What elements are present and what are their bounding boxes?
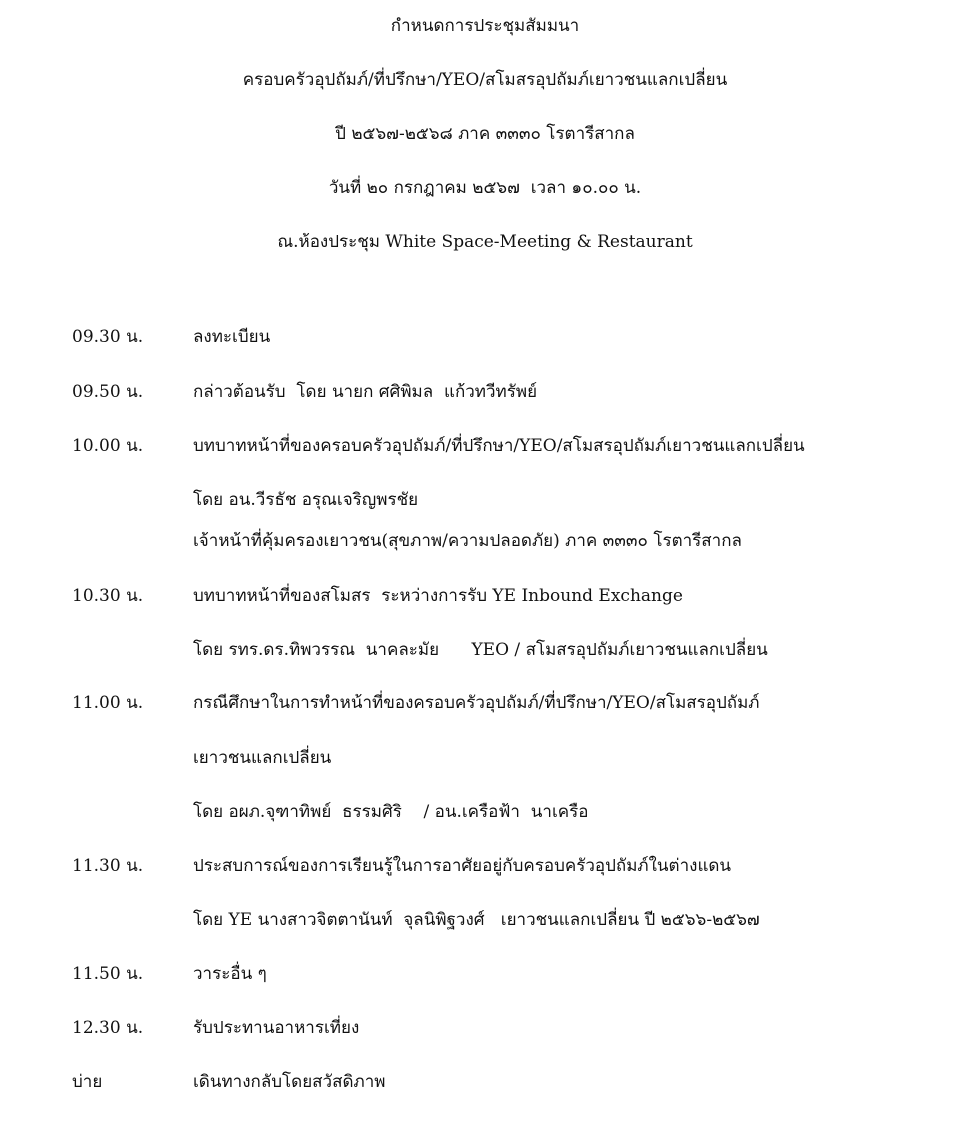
agenda-item-text: บทบาทหน้าที่ของสโมสร ระหว่างการรับ YE Inbound Exchange xyxy=(193,586,683,606)
agenda-item-text: ลงทะเบียน xyxy=(193,327,271,347)
agenda-time: 12.30 น. xyxy=(72,1018,144,1038)
date-time-line: วันที่ ๒๐ กรกฎาคม ๒๕๖๗ เวลา ๑๐.๐๐ น. xyxy=(328,178,642,198)
agenda-time: 10.30 น. xyxy=(72,586,144,606)
agenda-item-text: วาระอื่น ๆ xyxy=(193,964,267,984)
agenda-time: บ่าย xyxy=(72,1072,103,1092)
agenda-time: 11.00 น. xyxy=(72,693,144,713)
agenda-item-text-cont: เยาวชนแลกเปลี่ยน xyxy=(193,748,332,768)
year-district-line: ปี ๒๕๖๗-๒๕๖๘ ภาค ๓๓๓๐ โรตารีสากล xyxy=(335,124,635,144)
agenda-time: 10.00 น. xyxy=(72,436,144,456)
agenda-time: 11.30 น. xyxy=(72,856,144,876)
agenda-time: 09.30 น. xyxy=(72,327,144,347)
agenda-item-text: ประสบการณ์ของการเรียนรู้ในการอาศัยอยู่กับครอบครัวอุปถัมภ์ในต่างแดน xyxy=(193,856,732,876)
agenda-speaker: โดย อผภ.จุฑาทิพย์ ธรรมศิริ / อน.เครือฟ้า นาเครือ xyxy=(193,802,589,822)
agenda-time: 11.50 น. xyxy=(72,964,144,984)
agenda-item-text: กล่าวต้อนรับ โดย นายก ศศิพิมล แก้วทวีทรัพย์ xyxy=(193,382,538,402)
agenda-item-text: กรณีศึกษาในการทำหน้าที่ของครอบครัวอุปถัมภ์/ที่ปรึกษา/YEO/สโมสรอุปถัมภ์ xyxy=(193,693,760,713)
document-title: กำหนดการประชุมสัมมนา xyxy=(390,16,580,36)
agenda-item-text: เดินทางกลับโดยสวัสดิภาพ xyxy=(193,1072,386,1092)
agenda-speaker-role: เจ้าหน้าที่คุ้มครองเยาวชน(สุขภาพ/ความปลอดภัย) ภาค ๓๓๓๐ โรตารีสากล xyxy=(193,531,742,551)
agenda-speaker: โดย อน.วีรธัช อรุณเจริญพรชัย xyxy=(193,490,419,510)
agenda-speaker: โดย YE นางสาวจิตตานันท์ จุลนิพิฐวงศ์ เยาวชนแลกเปลี่ยน ปี ๒๕๖๖-๒๕๖๗ xyxy=(193,910,760,930)
venue-line: ณ.ห้องประชุม White Space-Meeting & Restaurant xyxy=(277,232,693,252)
agenda-item-text: รับประทานอาหารเที่ยง xyxy=(193,1018,360,1038)
agenda-time: 09.50 น. xyxy=(72,382,144,402)
document-subtitle: ครอบครัวอุปถัมภ์/ที่ปรึกษา/YEO/สโมสรอุปถัมภ์เยาวชนแลกเปลี่ยน xyxy=(242,70,728,90)
agenda-item-text: บทบาทหน้าที่ของครอบครัวอุปถัมภ์/ที่ปรึกษา/YEO/สโมสรอุปถัมภ์เยาวชนแลกเปลี่ยน xyxy=(193,436,805,456)
agenda-speaker: โดย รทร.ดร.ทิพวรรณ นาคละมัย YEO / สโมสรอุปถัมภ์เยาวชนแลกเปลี่ยน xyxy=(193,640,768,660)
